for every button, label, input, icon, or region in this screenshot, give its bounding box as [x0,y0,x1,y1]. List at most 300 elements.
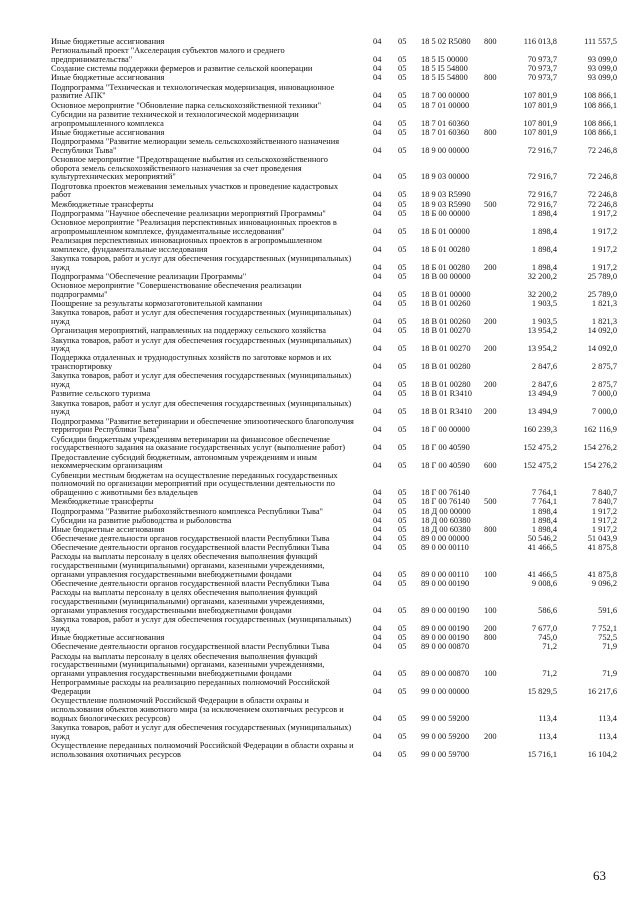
amount-year-2: 71,9 [602,642,617,652]
subsection-code: 05 [398,713,407,723]
row-name: Осуществление переданных полномочий Российской Федерации в области охраны и использования охотничьих ресурсов [51,741,354,759]
section-code: 04 [373,461,382,471]
amount-year-1: 2 847,6 [531,362,557,372]
expense-type-code: 200 [484,317,497,327]
row-name: Расходы на выплаты персоналу в целях обеспечения выполнения функций государственными (муниципальными) органами, казенными учреждениями, органами управления государственными внебюджетными фондами [51,588,325,616]
table-row [0,724,640,742]
subsection-code: 05 [398,749,407,759]
amount-year-1: 7 764,1 [531,497,557,507]
table-row [0,47,640,65]
subsection-code: 05 [398,271,407,281]
section-code: 04 [373,244,382,254]
amount-year-2: 1 917,2 [591,506,617,516]
section-code: 04 [373,524,382,534]
subsection-code: 05 [398,633,407,643]
target-article-code: 18 Б 01 00280 [421,262,470,272]
table-row [0,183,640,201]
row-name: Основное мероприятие "Совершенствование обеспечения реализации подпрограммы" [51,281,302,299]
target-article-code: 18 5 I5 00000 [421,54,468,64]
row-name: Подпрограмма "Техническая и технологическая модернизация, инновационное развитие АПК" [51,82,335,101]
row-name: Обеспечение деятельности органов государственной власти Республики Тыва [51,543,330,553]
target-article-code: 18 Д 00 60380 [421,524,471,534]
target-article-code: 18 7 01 60360 [421,118,470,128]
target-article-code: 18 5 I5 54800 [421,64,468,74]
amount-year-2: 93 099,0 [587,73,617,83]
subsection-code: 05 [398,199,407,209]
section-code: 04 [373,271,382,281]
amount-year-1: 9 008,6 [531,579,557,589]
amount-year-2: 108 866,1 [583,127,617,137]
amount-year-1: 72 916,7 [527,190,557,200]
subsection-code: 05 [398,64,407,74]
target-article-code: 18 5 02 R5080 [421,37,471,46]
target-article-code: 89 0 00 00110 [421,570,469,580]
amount-year-1: 32 200,2 [527,289,557,299]
section-code: 04 [373,534,382,544]
table-row [0,255,640,273]
page-number: 63 [593,868,606,883]
amount-year-1: 107 801,9 [523,91,557,101]
target-article-code: 18 7 01 00000 [421,100,470,110]
section-code: 04 [373,506,382,516]
target-article-code: 89 0 00 00000 [421,534,470,544]
subsection-code: 05 [398,127,407,137]
amount-year-1: 1 898,4 [531,506,557,516]
table-row [0,390,640,399]
amount-year-2: 752,5 [598,633,617,643]
target-article-code: 99 0 00 59700 [421,749,470,759]
section-code: 04 [373,669,382,679]
target-article-code: 89 0 00 00110 [421,543,469,553]
target-article-code: 18 Г 00 00000 [421,425,470,435]
amount-year-2: 1 917,2 [591,208,617,218]
section-code: 04 [373,515,382,525]
section-code: 04 [373,407,382,417]
amount-year-1: 32 200,2 [527,271,557,281]
amount-year-2: 25 789,0 [587,271,617,281]
amount-year-1: 7 764,1 [531,488,557,498]
expense-type-code: 200 [484,407,497,417]
amount-year-2: 1 917,2 [591,226,617,236]
table-row [0,282,640,300]
amount-year-2: 72 246,8 [587,145,617,155]
table-row [0,498,640,507]
target-article-code: 18 9 03 R5990 [421,199,471,209]
row-name: Создание системы поддержки фермеров и развитие сельской кооперации [51,64,313,74]
amount-year-1: 13 954,2 [527,344,557,354]
amount-year-1: 586,6 [538,606,557,616]
row-name: Закупка товаров, работ и услуг для обеспечения государственных (муниципальных) нужд [51,335,352,354]
amount-year-1: 113,4 [538,731,557,741]
subsection-code: 05 [398,344,407,354]
subsection-code: 05 [398,244,407,254]
row-name: Закупка товаров, работ и услуг для обеспечения государственных (муниципальных) нужд [51,371,352,390]
amount-year-2: 1 821,3 [591,317,617,327]
subsection-code: 05 [398,100,407,110]
subsection-code: 05 [398,54,407,64]
amount-year-1: 71,2 [542,642,557,652]
section-code: 04 [373,749,382,759]
amount-year-2: 16 217,6 [587,687,617,697]
amount-year-1: 70 973,7 [527,64,557,74]
subsection-code: 05 [398,289,407,299]
table-row [0,354,640,372]
amount-year-2: 7 000,0 [591,407,617,417]
amount-year-2: 16 104,2 [587,749,617,759]
amount-year-1: 152 475,2 [523,443,557,453]
amount-year-2: 162 116,9 [583,425,617,435]
target-article-code: 18 В 01 00280 [421,362,471,372]
amount-year-1: 7 677,0 [531,624,557,634]
table-row [0,337,640,355]
table-row [0,400,640,418]
section-code: 04 [373,199,382,209]
target-article-code: 18 Г 00 40590 [421,461,470,471]
row-name: Подпрограмма "Развитие мелиорации земель сельскохозяйственного назначения Республики Тыва" [51,136,340,155]
amount-year-2: 72 246,8 [587,190,617,200]
section-code: 04 [373,91,382,101]
subsection-code: 05 [398,515,407,525]
section-code: 04 [373,172,382,182]
subsection-code: 05 [398,389,407,399]
row-name: Основное мероприятие "Обновление парка сельскохозяйственной техники" [51,100,322,110]
amount-year-1: 13 954,2 [527,326,557,336]
section-code: 04 [373,687,382,697]
amount-year-1: 113,4 [538,713,557,723]
section-code: 04 [373,425,382,435]
subsection-code: 05 [398,425,407,435]
section-code: 04 [373,37,382,46]
amount-year-2: 154 276,2 [583,443,617,453]
expense-type-code: 200 [484,344,497,354]
section-code: 04 [373,624,382,634]
table-row [0,436,640,454]
amount-year-1: 70 973,7 [527,73,557,83]
row-name: Межбюджетные трансферты [51,497,154,507]
row-name: Подпрограмма "Обеспечение реализации Программы" [51,271,247,281]
amount-year-1: 745,0 [538,633,557,643]
row-name: Подпрограмма "Развитие рыбохозяйственного комплекса Республики Тыва" [51,506,323,516]
row-name: Реализация перспективных инновационных проектов в агропромышленном комплексе, фундаментальные исследования [51,236,322,254]
row-name: Осуществление полномочий Российской Федерации в области охраны и использования объектов животного мира (за исключением охотничьих ресурсов и водных биологических ресурсов) [51,696,344,723]
row-name: Подпрограмма "Развитие ветеринарии и обеспечение эпизоотического благополучия территории Республики Тыва" [51,416,354,435]
section-code: 04 [373,633,382,643]
target-article-code: 18 Б 01 00000 [421,226,470,236]
amount-year-2: 2 875,7 [591,362,617,372]
subsection-code: 05 [398,534,407,544]
amount-year-1: 1 898,4 [531,262,557,272]
amount-year-1: 107 801,9 [523,127,557,137]
amount-year-1: 1 903,5 [531,317,557,327]
row-name: Обеспечение деятельности органов государственной власти Республики Тыва [51,642,330,652]
row-name: Расходы на выплаты персоналу в целях обеспечения выполнения функций государственными (муниципальными) органами, казенными учреждениями, органами управления государственными внебюджетными фондами [51,552,325,580]
row-name: Подготовка проектов межевания земельных участков и проведение кадастровых работ [51,181,339,200]
section-code: 04 [373,362,382,372]
target-article-code: 18 В 01 R3410 [421,389,472,399]
amount-year-1: 72 916,7 [527,199,557,209]
target-article-code: 99 0 00 00000 [421,687,470,697]
section-code: 04 [373,488,382,498]
row-name: Развитие сельского туризма [51,389,151,399]
section-code: 04 [373,389,382,399]
section-code: 04 [373,299,382,309]
section-code: 04 [373,262,382,272]
amount-year-2: 108 866,1 [583,118,617,128]
target-article-code: 18 В 01 00260 [421,299,471,309]
section-code: 04 [373,543,382,553]
amount-year-2: 108 866,1 [583,91,617,101]
amount-year-2: 7 840,7 [591,488,617,498]
amount-year-1: 1 898,4 [531,226,557,236]
section-code: 04 [373,100,382,110]
expense-type-code: 800 [484,524,497,534]
amount-year-2: 72 246,8 [587,172,617,182]
table-row [0,138,640,156]
expense-type-code: 800 [484,633,497,643]
amount-year-2: 14 092,0 [587,326,617,336]
section-code: 04 [373,326,382,336]
amount-year-1: 2 847,6 [531,380,557,390]
section-code: 04 [373,443,382,453]
table-row [0,697,640,723]
row-name: Иные бюджетные ассигнования [51,524,165,534]
table-row [0,327,640,336]
table-row [0,653,640,679]
target-article-code: 18 7 00 00000 [421,91,470,101]
target-article-code: 18 В 01 00260 [421,317,471,327]
section-code: 04 [373,145,382,155]
row-name: Основное мероприятие "Реализация перспективных инновационных проектов в агропромышленном комплексе, фундаментальные исследования" [51,218,337,236]
subsection-code: 05 [398,642,407,652]
target-article-code: 18 В 01 00270 [421,344,471,354]
row-name: Субсидии на развитие технической и технологической модернизации агропромышленного комплекса [51,109,299,128]
section-code: 04 [373,731,382,741]
amount-year-2: 108 866,1 [583,100,617,110]
table-row [0,643,640,652]
subsection-code: 05 [398,524,407,534]
section-code: 04 [373,190,382,200]
subsection-code: 05 [398,299,407,309]
subsection-code: 05 [398,624,407,634]
table-row [0,589,640,615]
subsection-code: 05 [398,731,407,741]
row-name: Закупка товаров, работ и услуг для обеспечения государственных (муниципальных) нужд [51,615,352,634]
section-code: 04 [373,570,382,580]
subsection-code: 05 [398,317,407,327]
subsection-code: 05 [398,172,407,182]
expense-type-code: 200 [484,380,497,390]
expense-type-code: 100 [484,669,497,679]
subsection-code: 05 [398,687,407,697]
row-name: Обеспечение деятельности органов государственной власти Республики Тыва [51,579,330,589]
row-name: Непрограммные расходы на реализацию переданных полномочий Российской Федерации [51,678,330,697]
row-name: Поощрение за результаты кормозаготовительной кампании [51,299,263,309]
target-article-code: 89 0 00 00190 [421,606,470,616]
amount-year-2: 93 099,0 [587,64,617,74]
row-name: Расходы на выплаты персоналу в целях обеспечения выполнения функций государственными (муниципальными) органами, казенными учреждениями, органами управления государственными внебюджетными фондами [51,651,325,679]
row-name: Организация мероприятий, направленных на поддержку сельского хозяйства [51,326,326,336]
amount-year-1: 1 898,4 [531,515,557,525]
row-name: Поддержка отдаленных и труднодоступных хозяйств по заготовке кормов и их транспортировку [51,353,332,372]
amount-year-2: 51 043,9 [587,534,617,544]
amount-year-1: 13 494,9 [527,389,557,399]
amount-year-2: 591,6 [598,606,617,616]
table-row [0,309,640,327]
section-code: 04 [373,54,382,64]
section-code: 04 [373,118,382,128]
target-article-code: 18 Г 00 76140 [421,488,470,498]
table-row [0,418,640,436]
row-name: Обеспечение деятельности органов государственной власти Республики Тыва [51,534,330,544]
expense-type-code: 200 [484,731,497,741]
target-article-code: 18 5 I5 54800 [421,73,468,83]
target-article-code: 89 0 00 00190 [421,624,470,634]
section-code: 04 [373,289,382,299]
target-article-code: 18 В 01 00000 [421,289,471,299]
amount-year-1: 71,2 [542,669,557,679]
row-name: Субвенции местным бюджетам на осуществление переданных государственных полномочий по организации мероприятий при осуществлении деятельности по обращению с животными без владельцев [51,470,338,498]
row-name: Межбюджетные трансферты [51,199,154,209]
section-code: 04 [373,344,382,354]
amount-year-1: 152 475,2 [523,461,557,471]
amount-year-1: 116 013,8 [523,37,557,46]
target-article-code: 18 В 01 00280 [421,380,471,390]
subsection-code: 05 [398,145,407,155]
target-article-code: 18 9 00 00000 [421,145,470,155]
amount-year-2: 113,4 [598,731,617,741]
row-name: Предоставление субсидий бюджетным, автономным учреждениям и иным некоммерческим организациям [51,452,317,471]
amount-year-2: 1 821,3 [591,299,617,309]
subsection-code: 05 [398,262,407,272]
amount-year-2: 1 917,2 [591,244,617,254]
subsection-code: 05 [398,488,407,498]
amount-year-2: 25 789,0 [587,289,617,299]
section-code: 04 [373,606,382,616]
amount-year-1: 1 898,4 [531,244,557,254]
expense-type-code: 200 [484,262,497,272]
subsection-code: 05 [398,461,407,471]
subsection-code: 05 [398,443,407,453]
subsection-code: 05 [398,579,407,589]
table-row [0,237,640,255]
section-code: 04 [373,380,382,390]
section-code: 04 [373,317,382,327]
section-code: 04 [373,73,382,83]
row-name: Субсидии бюджетным учреждениям ветеринарии на финансовое обеспечение государственного задания на оказание государственных услуг (выполнение работ) [51,434,346,453]
amount-year-2: 154 276,2 [583,461,617,471]
section-code: 04 [373,579,382,589]
row-name: Региональный проект "Акселерация субъектов малого и среднего предпринимательства" [51,46,285,64]
subsection-code: 05 [398,208,407,218]
target-article-code: 18 Б 00 00000 [421,208,470,218]
amount-year-1: 41 466,5 [527,543,557,553]
subsection-code: 05 [398,362,407,372]
expense-type-code: 100 [484,606,497,616]
amount-year-1: 15 829,5 [527,687,557,697]
target-article-code: 18 9 03 00000 [421,172,470,182]
section-code: 04 [373,497,382,507]
target-article-code: 89 0 00 00870 [421,642,470,652]
amount-year-1: 1 898,4 [531,524,557,534]
amount-year-1: 107 801,9 [523,118,557,128]
subsection-code: 05 [398,380,407,390]
table-row [0,102,640,111]
amount-year-1: 1 903,5 [531,299,557,309]
target-article-code: 18 9 03 R5990 [421,190,471,200]
subsection-code: 05 [398,497,407,507]
amount-year-1: 13 494,9 [527,407,557,417]
amount-year-2: 41 875,8 [587,570,617,580]
section-code: 04 [373,127,382,137]
row-name: Закупка товаров, работ и услуг для обеспечения государственных (муниципальных) нужд [51,723,352,741]
expense-type-code: 800 [484,73,497,83]
expense-type-code: 600 [484,461,497,471]
target-article-code: 99 0 00 59200 [421,731,470,741]
target-article-code: 89 0 00 00190 [421,633,470,643]
target-article-code: 18 Г 00 40590 [421,443,470,453]
target-article-code: 18 В 01 R3410 [421,407,472,417]
amount-year-2: 111 557,5 [584,37,617,46]
section-code: 04 [373,64,382,74]
target-article-code: 18 В 00 00000 [421,271,471,281]
amount-year-1: 15 716,1 [527,749,557,759]
row-name: Подпрограмма "Научное обеспечение реализации мероприятий Программы" [51,208,326,218]
amount-year-1: 70 973,7 [527,54,557,64]
table-row [0,679,640,697]
amount-year-1: 72 916,7 [527,172,557,182]
subsection-code: 05 [398,73,407,83]
amount-year-1: 160 239,3 [523,425,557,435]
target-article-code: 89 0 00 00870 [421,669,470,679]
subsection-code: 05 [398,570,407,580]
amount-year-1: 50 546,2 [527,534,557,544]
target-article-code: 18 Г 00 76140 [421,497,470,507]
row-name: Иные бюджетные ассигнования [51,73,165,83]
amount-year-2: 93 099,0 [587,54,617,64]
row-name: Закупка товаров, работ и услуг для обеспечения государственных (муниципальных) нужд [51,308,352,327]
row-name: Закупка товаров, работ и услуг для обеспечения государственных (муниципальных) нужд [51,253,352,272]
amount-year-2: 9 096,2 [591,579,617,589]
table-row [0,372,640,390]
amount-year-2: 71,9 [602,669,617,679]
amount-year-2: 14 092,0 [587,344,617,354]
amount-year-2: 7 752,1 [591,624,617,634]
subsection-code: 05 [398,506,407,516]
amount-year-2: 7 000,0 [591,389,617,399]
subsection-code: 05 [398,326,407,336]
amount-year-2: 41 875,8 [587,543,617,553]
expense-type-code: 500 [484,199,497,209]
row-name: Иные бюджетные ассигнования [51,633,165,643]
table-row [0,454,640,472]
section-code: 04 [373,713,382,723]
expense-type-code: 800 [484,127,497,137]
expense-type-code: 200 [484,624,497,634]
target-article-code: 18 Д 00 60380 [421,515,471,525]
table-row [0,742,640,760]
subsection-code: 05 [398,543,407,553]
table-row [0,553,640,579]
table-row [0,219,640,237]
section-code: 04 [373,642,382,652]
subsection-code: 05 [398,226,407,236]
amount-year-2: 1 917,2 [591,524,617,534]
budget-table [0,38,640,760]
amount-year-1: 72 916,7 [527,145,557,155]
target-article-code: 18 Д 00 00000 [421,506,471,516]
amount-year-2: 72 246,8 [587,199,617,209]
expense-type-code: 800 [484,37,497,46]
